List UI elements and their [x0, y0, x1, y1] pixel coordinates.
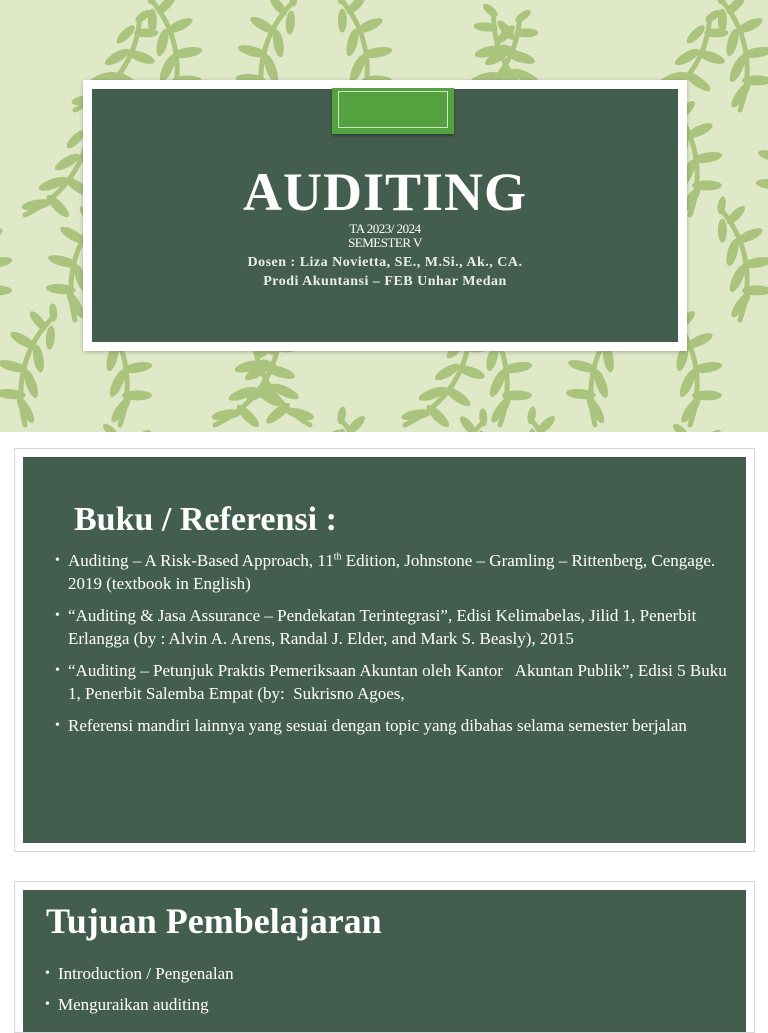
bullet-icon: • [55, 608, 60, 623]
study-program: Prodi Akuntansi – FEB Unhar Medan [263, 274, 507, 289]
references-slide [14, 448, 755, 852]
academic-year: TA 2023/ 2024 [349, 221, 421, 236]
list-item: • Introduction / Pengenalan [45, 964, 234, 983]
list-item: • “Auditing – Petunjuk Praktis Pemeriksaan Akuntan oleh Kantor Akuntan Publik”, Edisi 5 Buku 1, Penerbit Salemba Empat (by: Sukrisno Agoes, [55, 661, 731, 703]
list-item: • “Auditing & Jasa Assurance – Pendekatan Terintegrasi”, Edisi Kelimabelas, Jilid 1, Penerbit Erlangga (by : Alvin A. Arens, Randal J. Elder, and Mark S. Beasly), 2015 [55, 606, 697, 648]
objectives-panel [23, 890, 746, 1032]
bullet-icon: • [55, 718, 60, 733]
lecturer: Dosen : Liza Novietta, SE., M.Si., Ak., CA. [247, 255, 523, 270]
learning-objectives-slide [14, 881, 755, 1033]
objectives-heading: Tujuan Pembelajaran [46, 901, 382, 941]
bullet-icon: • [45, 966, 50, 981]
title-card [83, 80, 687, 351]
references-panel [23, 457, 746, 843]
objectives-list [45, 963, 234, 1025]
title-subtitle [92, 222, 678, 291]
bullet-icon: • [55, 663, 60, 678]
semester: SEMESTER V [348, 235, 422, 250]
list-item: • Menguraikan auditing [45, 995, 209, 1014]
bullet-icon: • [55, 553, 60, 568]
list-item: • Auditing – A Risk-Based Approach, 11th Edition, Johnstone – Gramling – Rittenberg, Cengage. 2019 (textbook in English) [55, 551, 716, 593]
title-panel [92, 89, 678, 342]
title-slide [0, 0, 768, 432]
bullet-icon: • [45, 997, 50, 1012]
slide-title: AUDITING [242, 162, 528, 222]
references-heading: Buku / Referensi : [74, 501, 337, 538]
list-item: • Referensi mandiri lainnya yang sesuai dengan topic yang dibahas selama semester berjalan [55, 716, 687, 735]
green-accent-tab [332, 88, 454, 134]
references-list [55, 549, 735, 746]
